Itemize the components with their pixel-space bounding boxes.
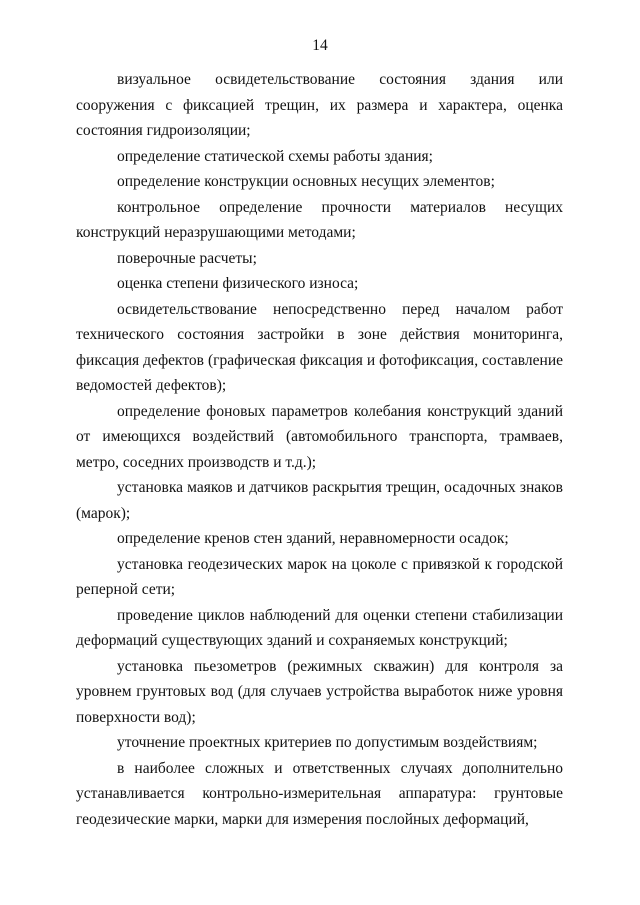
list-item-geodetic-marks: установка геодезических марок на цоколе с привязкой к городской реперной сети;: [76, 555, 563, 598]
list-item-additional-instrumentation: в наиболее сложных и ответственных случаях дополнительно устанавливается контрольно-измерительная аппаратура: грунтовые геодезические марки, марки для измерения послойных деформаций,: [76, 759, 563, 828]
list-item-piezometers: установка пьезометров (режимных скважин) для контроля за уровнем грунтовых вод (для случаев устройства выработок ниже уровня поверхности вод);: [76, 657, 563, 726]
list-item-load-bearing-elements: определение конструкции основных несущих элементов;: [117, 173, 495, 190]
list-item-verification-calculations: поверочные расчеты;: [117, 249, 257, 267]
list-item-pre-work-survey: освидетельствование непосредственно перед началом работ технического состояния застройки в зоне действия мониторинга, фиксация дефектов (графическая фиксация и фотофиксация, составление ведомостей дефектов);: [76, 300, 563, 394]
list-item-crack-sensors: установка маяков и датчиков раскрытия трещин, осадочных знаков (марок);: [76, 479, 563, 522]
list-item-observation-cycles: проведение циклов наблюдений для оценки степени стабилизации деформаций существующих зданий и сохраняемых конструкций;: [76, 606, 563, 649]
list-item-strength-control: контрольное определение прочности материалов несущих конструкций неразрушающими методами;: [76, 198, 563, 241]
list-item-wall-tilt: определение кренов стен зданий, неравномерности осадок;: [117, 530, 509, 547]
document-body: [76, 67, 563, 832]
list-item-visual-inspection: визуальное освидетельствование состояния здания или сооружения с фиксацией трещин, их размера и характера, оценка состояния гидроизоляции;: [76, 71, 563, 139]
page-number: 14: [312, 37, 328, 54]
list-item-static-scheme: определение статической схемы работы здания;: [117, 147, 433, 165]
list-item-design-criteria: уточнение проектных критериев по допустимым воздействиям;: [117, 734, 538, 751]
list-item-vibration-parameters: определение фоновых параметров колебания конструкций зданий от имеющихся воздействий (автомобильного транспорта, трамваев, метро, соседних производств и т.д.);: [76, 402, 563, 471]
list-item-wear-assessment: оценка степени физического износа;: [117, 275, 359, 292]
